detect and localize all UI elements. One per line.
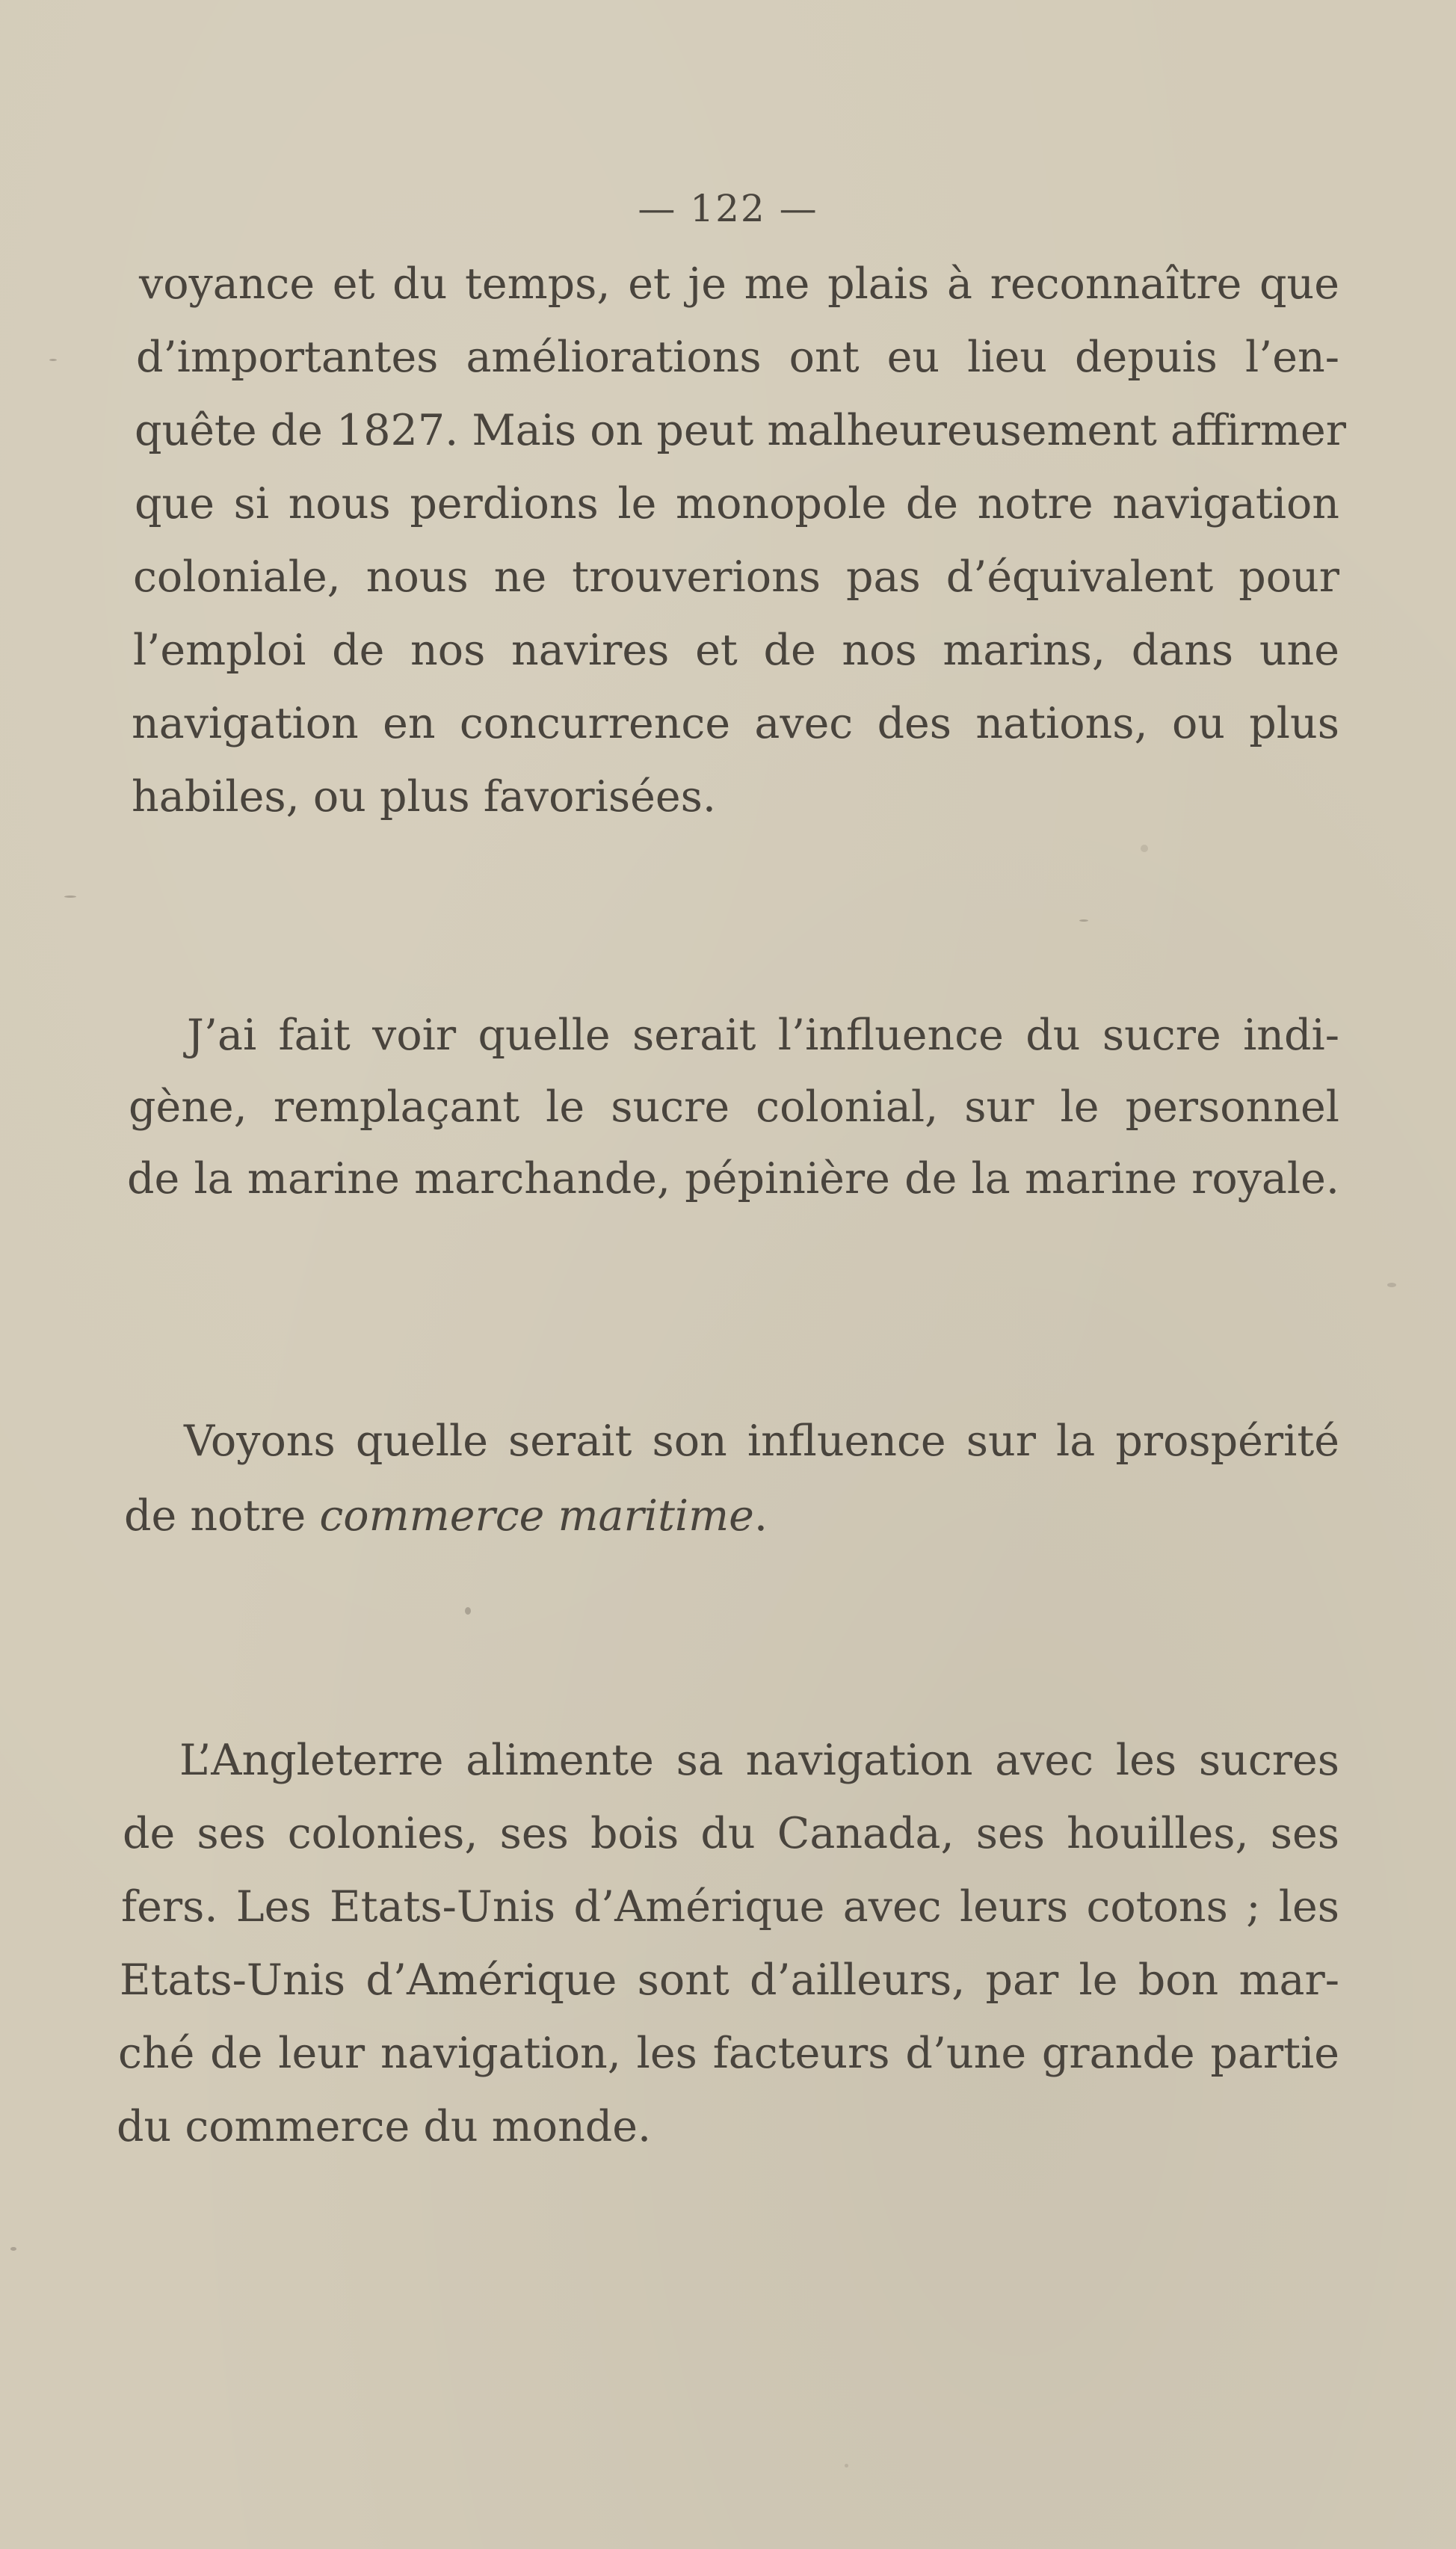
paper-speck [1387,1283,1396,1287]
paragraph-line: l’emploi de nos navires et de nos marins, dans une [133,626,1339,675]
paragraph-line: d’importantes améliorations ont eu lieu depuis l’en- [136,333,1339,382]
paragraph-line: voyance et du temps, et je me plais à reconnaître que [139,259,1339,309]
paragraph-line: ché de leur navigation, les facteurs d’une grande partie [118,2029,1339,2078]
paragraph-line: coloniale, nous ne trouverions pas d’équivalent pour [133,552,1339,602]
plain-text: de notre [124,1491,320,1541]
paragraph-line: que si nous perdions le monopole de notre navigation [135,479,1339,528]
italic-phrase: commerce maritime [319,1491,754,1541]
paper-speck [845,2464,848,2468]
paragraph-line: fers. Les Etats-Unis d’Amérique avec leurs cotons ; les [121,1882,1339,1932]
paragraph-line: de la marine marchande, pépinière de la marine royale. [127,1154,1339,1203]
paragraph-line-last [124,1490,768,1542]
plain-text: . [753,1491,768,1541]
paragraph-line: navigation en concurrence avec des nations, ou plus [132,699,1339,748]
paragraph-line: gène, remplaçant le sucre colonial, sur le personnel [129,1082,1339,1132]
paragraph-line: habiles, ou plus favorisées. [132,772,716,822]
paper-speck [1141,845,1148,852]
paper-speck [465,1607,471,1615]
paragraph-line: Voyons quelle serait son influence sur la prospérité [184,1417,1339,1466]
paragraph-line: du commerce du monde. [117,2102,652,2151]
paragraph-line: quête de 1827. Mais on peut malheureusement affirmer [135,406,1346,455]
paper-speck [64,896,76,898]
paragraph-line: J’ai fait voir quelle serait l’influence du sucre indi- [187,1011,1339,1060]
paper-speck [10,2247,16,2251]
paragraph-line: de ses colonies, ses bois du Canada, ses houilles, ses [123,1809,1339,1858]
paragraph-line: L’Angleterre alimente sa navigation avec les sucres [179,1736,1339,1785]
page-number: — 122 — [638,187,818,230]
paper-speck [49,359,57,361]
paragraph-line: Etats-Unis d’Amérique sont d’ailleurs, par le bon mar- [120,1955,1339,2005]
paper-speck [1079,919,1088,922]
